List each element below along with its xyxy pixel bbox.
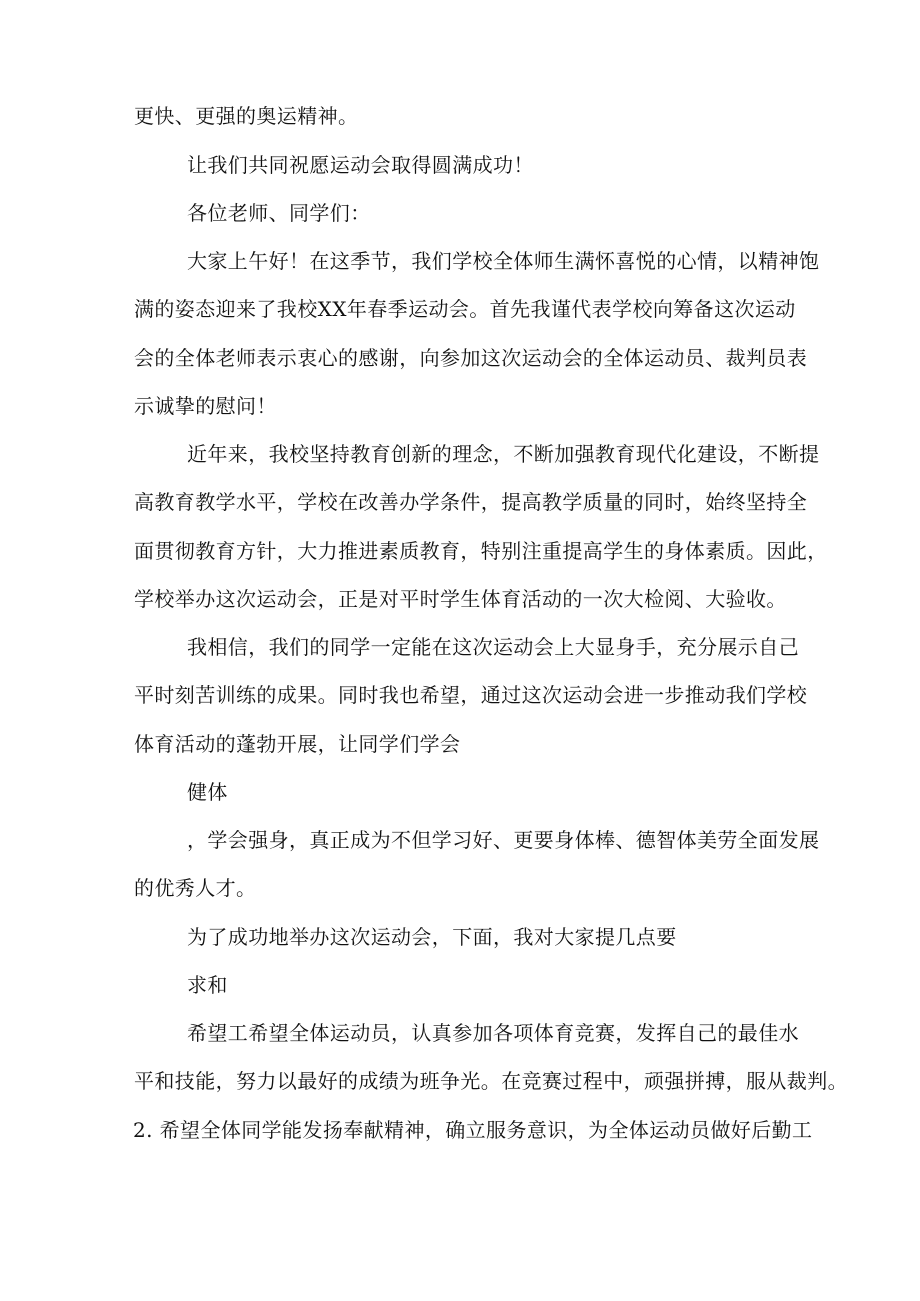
text-line: 大家上午好！在这季节，我们学校全体师生满怀喜悦的心情，以精神饱 — [187, 249, 820, 273]
text-line: 满的姿态迎来了我校XX年春季运动会。首先我谨代表学校向筹备这次运动 — [134, 297, 796, 321]
text-line: 各位老师、同学们： — [187, 201, 371, 225]
text-line: ，学会强身，真正成为不但学习好、更要身体棒、德智体美劳全面发展 — [187, 828, 820, 852]
text-line: 健体 — [187, 780, 228, 804]
text-line: 体育活动的蓬勃开展，让同学们学会 — [134, 732, 461, 756]
text-line: 为了成功地举办这次运动会，下面，我对大家提几点要 — [187, 925, 677, 949]
text-line: 求和 — [187, 973, 228, 997]
text-line: 的优秀人才。 — [134, 876, 257, 900]
text-line: 面贯彻教育方针，大力推进素质教育，特别注重提高学生的身体素质。因此， — [134, 539, 828, 563]
text-line: 高教育教学水平，学校在改善办学条件，提高教学质量的同时，始终坚持全 — [134, 490, 808, 514]
text-line: 平和技能，努力以最好的成绩为班争光。在竞赛过程中，顽强拼搏，服从裁判。 — [134, 1069, 848, 1093]
text-line: 我相信，我们的同学一定能在这次运动会上大显身手，充分展示自己 — [187, 635, 799, 659]
text-line: 更快、更强的奥运精神。 — [134, 104, 359, 128]
text-line: 让我们共同祝愿运动会取得圆满成功！ — [187, 153, 534, 177]
text-line: 会的全体老师表示衷心的感谢，向参加这次运动会的全体运动员、裁判员表 — [134, 346, 808, 370]
text-line: 2. 希望全体同学能发扬奉献精神，确立服务意识，为全体运动员做好后勤工 — [133, 1118, 813, 1142]
text-line: 平时刻苦训练的成果。同时我也希望，通过这次运动会进一步推动我们学校 — [134, 683, 808, 707]
text-line: 近年来，我校坚持教育创新的理念，不断加强教育现代化建设，不断提 — [187, 442, 820, 466]
text-line: 希望工希望全体运动员，认真参加各项体育竞赛，发挥自己的最佳水 — [187, 1021, 799, 1045]
text-line: 学校举办这次运动会，正是对平时学生体育活动的一次大检阅、大验收。 — [134, 587, 787, 611]
text-line: 示诚挚的慰问！ — [134, 394, 277, 418]
